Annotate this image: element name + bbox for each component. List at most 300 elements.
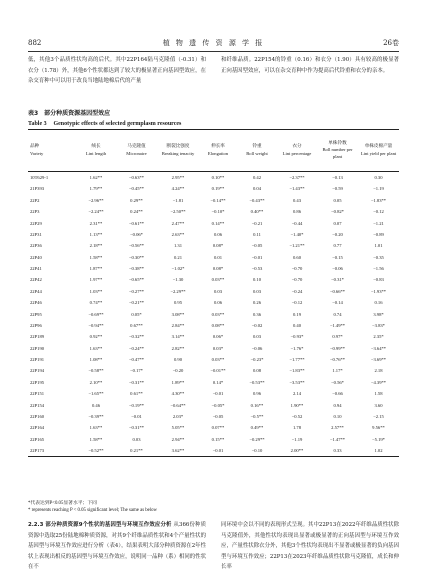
effect-cell: −0.65** [128,277,145,283]
effect-cell: −0.21** [128,300,145,306]
effect-cell: −0.12 [291,300,303,306]
column-header-en: Boll number per plant [322,147,353,159]
column-header-en: Micronaire [126,150,147,156]
effect-cell: −0.21 [251,220,263,226]
variety-cell: 22P194 [30,368,45,374]
effect-cell: 0.06 [213,231,223,237]
table-caption-zh: 部分种质资源基因型效应 [44,110,111,117]
effect-cell: −0.01 [131,413,142,419]
effect-cell: 1.02 [374,448,383,453]
effect-cell: 0.60 [292,254,302,260]
effect-cell: −1.19 [291,436,303,442]
effect-cell: −1.02* [171,266,185,271]
effect-cell: 0.07** [211,425,225,431]
effect-cell: −0.10 [251,448,263,453]
column-header-zh: 单株铃数 [328,140,347,146]
effect-cell: −0.53 [251,266,263,271]
effect-cell: 0.42 [252,175,262,180]
effect-cell: 0.06 [213,300,223,306]
table-row [28,183,399,194]
table-row [28,434,399,445]
effect-cell: −0.29** [249,436,265,442]
column-header-zh: 铃重 [252,144,262,150]
effect-cell: −0.58** [88,368,104,374]
effect-cell: 2.57** [331,425,344,431]
effect-cell: −0.31** [128,425,145,431]
effect-cell: −0.10* [211,209,225,215]
effect-cell: −2.96** [88,197,104,203]
table-row [28,206,399,217]
effect-cell: 0.97* [332,334,343,340]
effect-cell: 0.96 [252,391,262,397]
effect-cell: 1.90** [290,402,304,408]
page-number: 882 [28,39,42,47]
effect-cell: −0.06 [251,345,263,351]
effect-cell: 0.03* [212,345,224,351]
effect-cell: −0.14** [210,197,226,203]
effect-cell: 3.98* [373,311,384,317]
variety-cell: 22P41 [30,266,42,271]
effect-cell: 0.95 [173,300,183,306]
effect-cell: 1.58** [89,436,103,442]
effect-cell: −0.83 [373,277,384,283]
column-header-en: Lint yield per plant [360,150,397,156]
effect-cell: −0.05 [212,413,224,419]
effect-cell: −0.89 [373,231,384,237]
effect-cell: −0.53** [249,379,265,385]
header-rule [28,51,399,52]
effect-cell: −0.59 [332,186,343,192]
effect-cell: 0.05 [333,197,342,203]
variety-cell: 10T629-1 [30,175,49,180]
table-row [28,229,399,240]
effect-cell: 1.87** [89,266,103,271]
effect-cell: 2.10** [89,379,103,385]
effect-cell: −0.44 [291,220,303,226]
variety-cell: 22P151 [30,391,45,397]
effect-cell: 1.58 [374,391,383,397]
effect-cell: −0.20 [172,368,184,374]
table-row [28,365,399,376]
table-row [28,286,399,297]
effect-cell: −0.19** [128,402,145,408]
table-row [28,331,399,342]
table-row [28,445,399,457]
variety-cell: 22P40 [30,254,42,260]
variety-cell: 22P42 [30,277,42,283]
bottom-text-columns [28,520,399,570]
effect-cell: 2.18 [374,368,383,374]
column-header-zh: 衣分 [292,144,302,150]
table-row [28,297,399,308]
effect-cell: 1.13** [89,231,103,237]
running-header [28,37,399,49]
effect-cell: 0.15** [211,436,225,442]
top-left-paragraph: 低，其他3个品质性状均高的后代。其中22P164陆马克隆值（-0.31）和衣分（1.78）外，其他6个性状都达到了较大的极显著正向基因型效应，在杂交育种中可以用于改良当地陆地棉后代的产量 [28,57,206,85]
effect-cell: 1.31 [173,243,183,249]
effect-cell: −0.24 [291,288,303,294]
variety-cell: 22P44 [30,288,42,294]
effect-cell: −3.83* [372,322,385,328]
effect-cell: −0.24** [128,345,145,351]
column-header-en: Breaking tenacity [161,150,195,156]
effect-cell: −0.82* [331,209,344,215]
effect-cell: −0.66** [329,288,346,294]
effect-cell: −0.17* [130,368,143,374]
effect-cell: 0.94 [333,402,342,408]
effect-cell: 1.97** [89,277,103,283]
effect-cell: 2.14 [292,391,302,397]
effect-cell: −0.47** [128,357,145,362]
table-caption-en: Genotypic effects of selected germplasm resources [53,121,182,127]
effect-cell: −0.45** [128,186,145,192]
effect-cell: 2.03* [172,413,184,419]
effect-cell: 1.89** [171,379,185,385]
effect-cell: 1.03** [89,288,103,294]
effect-cell: −0.94** [88,322,104,328]
effect-cell: 2.18** [89,243,103,249]
effect-cell: 5.05** [171,425,185,431]
section-title: 2.2.3 部分种质资源9个性状的基因型与环境互作效应分析 [28,522,172,528]
effect-cell: 1.62** [89,175,103,180]
table-row [28,274,399,285]
effect-cell: −1.56 [373,266,384,271]
section-body: 从366份种质资源中选取25份陆地棉种质资源，对其9个纤维品质性状和4个产量性状的基因型与环境互作效应进行分析（表4），结果表明大部分种质资源在2年性状上表现出相反的基因型与环境互作效应，说明同一品种（系）相同的性状在不 [28,522,207,571]
effect-cell: 2.84** [171,322,185,328]
effect-cell: −0.23* [250,357,264,362]
effect-cell: 0.77 [333,243,342,249]
effect-cell: 0.03 [252,288,262,294]
volume-label: 26卷 [383,39,399,47]
effect-cell: −0.27** [128,288,145,294]
effect-cell: −0.70 [291,266,303,271]
effect-cell: 4.30** [171,391,185,397]
variety-cell: 22P2 [30,197,40,203]
top-right-paragraph: 和纤维品质。22P154的铃重（0.16）和衣分（1.90）具有较高的极显著正向基因型效应，可以在杂交育种中作为提高后代铃重和衣分的亲本。 [221,57,399,74]
effect-cell: −1.40* [290,231,304,237]
effect-cell: 0.14* [212,379,224,385]
column-header-en: Elongation [207,150,229,156]
effect-cell: −3.69** [370,357,387,362]
effect-cell: 0.01 [213,254,223,260]
effect-cell: 0.67** [130,322,143,328]
column-header [157,130,199,172]
effect-cell: −0.01 [212,391,224,397]
effect-cell: 4.24** [171,186,185,192]
effect-cell: 0.16** [250,402,264,408]
effect-cell: 0.92** [89,334,103,340]
column-header [237,130,277,172]
effect-cell: −0.52 [291,413,303,419]
effect-cell: −0.35 [373,254,384,260]
top-text-columns [28,55,399,107]
effect-cell: 9.56** [372,425,385,431]
variety-cell: 22P36 [30,243,42,249]
effect-cell: 0.08* [212,266,224,271]
effect-cell: 0.10** [211,175,225,180]
table-row [28,354,399,365]
variety-cell: 22P46 [30,300,42,306]
effect-cell: −0.06* [130,231,143,237]
variety-cell: 22P189 [30,334,45,340]
effect-cell: −0.01 [251,254,263,260]
effect-cell: −0.38** [128,266,145,271]
effect-cell: −0.15 [332,254,343,260]
effect-cell: 0.14** [211,220,225,226]
column-header-en: Lint length [85,150,107,156]
effect-cell: 2.35* [373,334,384,340]
effect-cell: 0.03 [213,288,223,294]
effect-cell: −0.93* [290,334,304,340]
effect-cell: −1.21 [373,220,384,226]
effect-cell: 2.63** [171,231,185,237]
effect-cell: 2.94** [171,436,185,442]
effect-cell: 0.36 [252,311,262,317]
effect-cell: −0.01** [210,368,226,374]
variety-cell: 22P190 [30,345,45,351]
table-notes [28,500,157,514]
effect-cell: −0.63** [128,175,145,180]
effect-cell: −0.56** [128,243,145,249]
column-header-en: Boll weight [246,150,268,156]
effect-cell: 1.01 [374,243,383,249]
column-header [317,130,358,172]
effect-cell: 0.08 [252,368,262,374]
effect-cell: 3.14** [171,334,185,340]
table-row [28,400,399,411]
table-body [28,172,399,457]
effect-cell: 0.10 [252,277,262,283]
effect-cell: 3.62** [171,448,185,453]
effect-cell: −1.83** [370,197,387,203]
effect-cell: 1.63** [89,345,103,351]
effect-cell: 2.82** [171,345,185,351]
genotypic-effects-table [28,129,399,457]
effect-cell: −1.49** [329,322,346,328]
effect-cell: −0.13 [332,175,343,180]
effect-cell: −1.19 [373,186,384,192]
effect-cell: 0.03 [252,334,262,340]
effect-cell: 0.74 [333,311,342,317]
table-row [28,195,399,206]
effect-cell: 0.05* [131,311,142,317]
effect-cell: −0.66 [332,391,343,397]
column-header-zh: 马克隆值 [127,144,146,150]
effect-cell: 2.95** [171,175,185,180]
effect-cell: 0.08* [212,243,224,249]
effect-cell: −1.77** [289,357,305,362]
table-row [28,263,399,274]
variety-cell: 22P195 [30,379,45,385]
effect-cell: 0.61** [130,391,143,397]
effect-cell: 0.03** [211,357,225,362]
effect-cell: −0.76** [329,357,346,362]
effect-cell: −0.02 [251,322,263,328]
effect-cell: −0.20 [332,231,343,237]
column-header-zh: 品种 [30,144,40,150]
variety-cell: 22P164 [30,425,45,431]
table-row [28,320,399,331]
effect-cell: 0.03** [211,311,225,317]
effect-cell: −0.43** [249,197,265,203]
effect-cell: −0.56* [331,379,344,385]
effect-cell: −1.83** [289,368,305,374]
effect-cell: −0.06 [332,266,343,271]
effect-cell: −1.30 [172,277,184,283]
effect-cell: 0.03 [132,436,141,442]
effect-cell: −0.05* [211,402,225,408]
effect-cell: −2.29** [170,288,186,294]
effect-cell: 0.74** [89,300,103,306]
table-row [28,388,399,399]
table-row [28,377,399,388]
table-row [28,252,399,263]
variety-cell: 22P173 [30,448,45,453]
effect-cell: −0.64** [170,402,186,408]
effect-cell: −0.52** [88,448,104,453]
effect-cell: 0.16 [374,300,383,306]
table-header-row [28,130,399,172]
column-header-en: Variety [30,150,44,156]
effect-cell: 3.60 [374,402,383,408]
effect-cell: 0.33 [333,448,342,453]
variety-cell: 22P160 [30,413,45,419]
effect-cell: −1.43** [289,186,305,192]
column-header-zh: 伸长率 [211,144,225,150]
effect-cell: 0.06* [212,334,224,340]
effect-cell: −5.19* [372,436,385,442]
effect-cell: 1.79** [89,186,103,192]
effect-cell: 0.90 [173,357,183,362]
effect-cell: −2.50** [170,209,186,215]
effect-cell: 0.86 [292,209,302,215]
effect-cell: −0.14 [332,300,343,306]
table-row [28,172,399,184]
table-row [28,411,399,422]
effect-cell: 0.29** [130,197,143,203]
table-row [28,343,399,354]
column-header [358,130,399,172]
effect-cell: 0.46 [91,402,101,408]
effect-cell: −0.01 [212,448,224,453]
effect-cell: 0.43 [292,197,302,203]
effect-cell: −0.12 [373,209,384,215]
effect-cell: −0.31* [331,277,344,283]
effect-cell: −0.69** [88,311,104,317]
variety-cell: 22P165 [30,436,45,442]
effect-cell: 0.08** [211,322,225,328]
variety-cell: 22P154 [30,402,45,408]
variety-cell: 22P3 [30,209,40,215]
section-2-2-3 [28,520,206,573]
column-header-zh: 绒长 [91,144,101,150]
effect-cell: −0.61** [128,220,145,226]
table-row [28,218,399,229]
column-header [76,130,116,172]
effect-cell: −0.70 [291,277,303,283]
effect-cell: −0.31** [128,379,145,385]
variety-cell: 22P191 [30,357,45,362]
variety-cell: 22P96 [30,322,42,328]
effect-cell: 0.40 [292,322,302,328]
effect-cell: −3.64** [370,345,387,351]
effect-cell: 0.03** [211,277,225,283]
effect-cell: 0.21 [173,254,183,260]
effect-cell: 1.78 [292,425,302,431]
column-header-en: Lint percentage [282,150,312,156]
effect-cell: 0.21** [130,448,143,453]
effect-cell: 0.10 [333,413,342,419]
effect-cell: −1.81 [172,197,184,203]
effect-cell: 1.63** [89,425,103,431]
effect-cell: −0.32** [128,334,145,340]
note-en: * represents reaching P < 0.05 significant level; The same as below [28,508,157,513]
effect-cell: −3.53** [289,379,305,385]
effect-cell: −0.30** [128,254,145,260]
variety-cell: 22P29 [30,220,42,226]
column-header-zh: 单株皮棉产量 [364,144,393,150]
effect-cell: −0.99** [329,345,346,351]
effect-cell: 0.19** [211,186,225,192]
bottom-right-paragraph: 同环境中会以不同的表现形式呈现。其中22P13在2022年纤维品质性状除马克隆值外，其他性状均表现出显著或极显著的正向基因型与环境互作效应，产量性状除衣分外，其他3个性状均表现出不显著或极显著的负向基因型与环境互作效应；22P13在2023年纤维品质性状除马克隆值，成长和伸长率 [221,522,399,571]
effect-cell: −1.21** [289,243,305,249]
column-header [28,130,76,172]
effect-cell: 0.19 [292,311,302,317]
effect-cell: 0.07 [333,220,342,226]
effect-cell: 0.04 [252,186,262,192]
effect-cell: −1.47** [329,436,346,442]
column-header [199,130,237,172]
effect-cell: 3.08** [171,311,185,317]
effect-cell: −1.93** [370,288,387,294]
column-header [277,130,317,172]
effect-cell: 0.26 [252,300,262,306]
effect-cell: 0.40** [250,209,264,215]
table-caption-label: 表3 [28,110,39,117]
table-row [28,422,399,433]
note-zh: *代表达到P<0.05显著水平；下同 [28,501,97,506]
table-caption [28,109,181,129]
effect-cell: 0.30 [374,175,383,180]
effect-cell: 1.17* [332,368,343,374]
effect-cell: 2.47** [171,220,185,226]
effect-cell: −0.39** [88,413,104,419]
effect-cell: 0.49** [250,425,264,431]
journal-title: 植 物 遗 传 资 源 学 报 [162,39,265,47]
effect-cell: −0.5** [250,413,264,419]
effect-cell: −1.76* [290,345,304,351]
column-header-zh: 断裂比强度 [166,144,190,150]
effect-cell: −2.15 [373,413,384,419]
table-row [28,309,399,320]
variety-cell: 21P393 [30,186,45,192]
variety-cell: 22P31 [30,231,42,237]
effect-cell: 0.24** [130,209,143,215]
effect-cell: 0.11 [253,231,261,237]
effect-cell: −2.24** [88,209,104,215]
effect-cell: 1.58** [89,254,103,260]
effect-cell: −2.37** [289,175,305,180]
table-caption-en-label: Table 3 [28,121,47,127]
effect-cell: −0.05 [251,243,263,249]
table-row [28,240,399,251]
effect-cell: −4.39** [370,379,387,385]
effect-cell: 2.00** [290,448,304,453]
variety-cell: 22P95 [30,311,42,317]
effect-cell: 1.08** [89,357,103,362]
effect-cell: −1.65** [88,391,104,397]
column-header [116,130,157,172]
